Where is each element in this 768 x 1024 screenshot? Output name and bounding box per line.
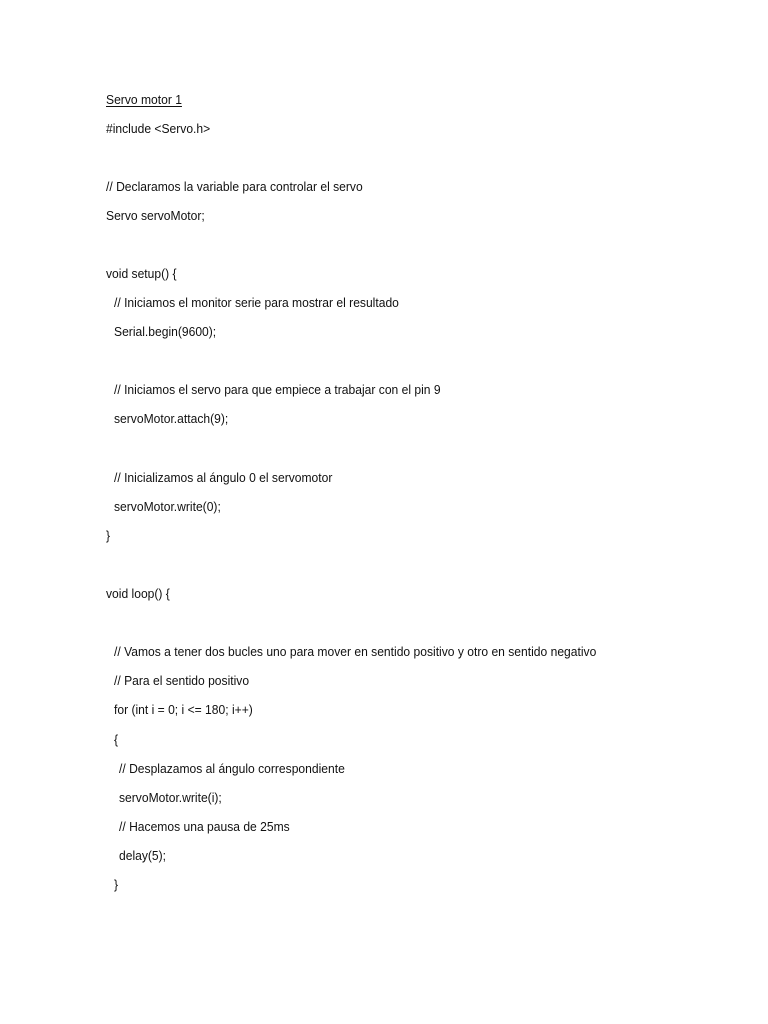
code-line: Servo servoMotor; — [106, 208, 205, 223]
document-title: Servo motor 1 — [106, 92, 182, 107]
code-line: } — [106, 528, 111, 543]
code-line: servoMotor.attach(9); — [114, 411, 229, 426]
code-comment: // Hacemos una pausa de 25ms — [119, 819, 290, 834]
code-comment: // Inicializamos al ángulo 0 el servomotor — [114, 470, 333, 485]
code-line: servoMotor.write(i); — [119, 790, 222, 805]
code-comment: // Iniciamos el servo para que empiece a trabajar con el pin 9 — [114, 382, 441, 397]
code-line: for (int i = 0; i <= 180; i++) — [114, 702, 253, 717]
code-line: delay(5); — [119, 848, 167, 863]
code-line: Serial.begin(9600); — [114, 324, 217, 339]
code-line: servoMotor.write(0); — [114, 499, 221, 514]
code-comment: // Desplazamos al ángulo correspondiente — [119, 761, 345, 776]
code-line: } — [114, 877, 119, 892]
code-comment: // Iniciamos el monitor serie para mostrar el resultado — [114, 295, 399, 310]
code-line: #include <Servo.h> — [106, 121, 211, 136]
code-line: void setup() { — [106, 266, 177, 281]
code-comment: // Para el sentido positivo — [114, 673, 250, 688]
code-line: { — [114, 732, 119, 747]
code-comment: // Vamos a tener dos bucles uno para mover en sentido positivo y otro en sentido negativo — [114, 644, 597, 659]
code-line: void loop() { — [106, 586, 170, 601]
code-comment: // Declaramos la variable para controlar el servo — [106, 179, 363, 194]
